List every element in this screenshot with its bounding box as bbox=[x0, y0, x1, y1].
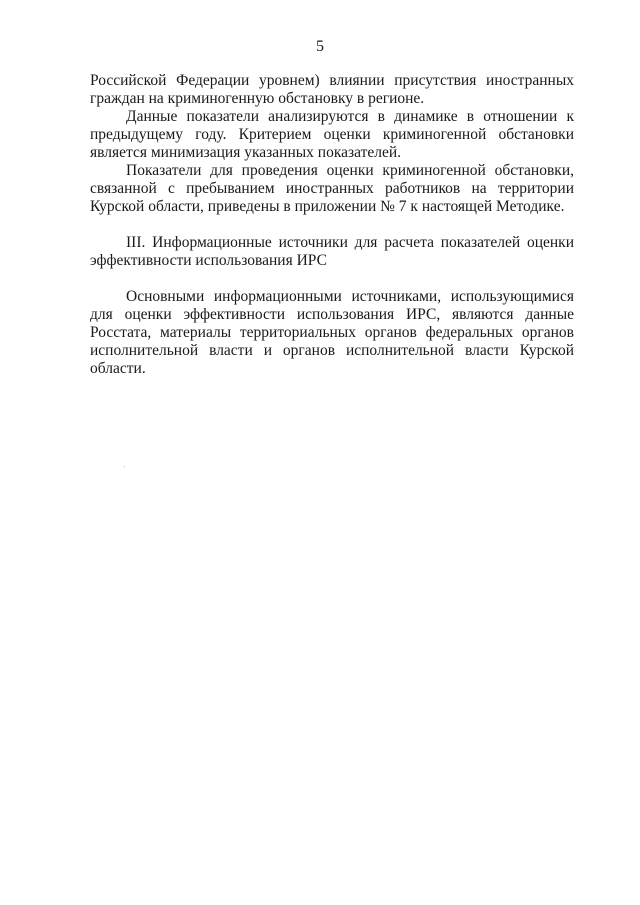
section-body-block bbox=[90, 288, 574, 378]
intro-text-block bbox=[90, 72, 574, 216]
paragraph-indicators: Показатели для проведения оценки криминогенной обстановки, связанной с пребыванием иностранных работников на территории Курской области, приведены в приложении № 7 к настоящей Методике. bbox=[90, 162, 574, 215]
section-heading: III. Информационные источники для расчета показателей оценки эффективности использования ИРС bbox=[90, 234, 574, 269]
paragraph-continuation: Российской Федерации уровнем) влиянии присутствия иностранных граждан на криминогенную обстановку в регионе. bbox=[90, 72, 574, 107]
paragraph-dynamics: Данные показатели анализируются в динамике в отношении к предыдущему году. Критерием оценки криминогенной обстановки является минимизация указанных показателей. bbox=[90, 108, 574, 161]
section-body-paragraph: Основными информационными источниками, использующимися для оценки эффективности использования ИРС, являются данные Росстата, материалы территориальных органов федеральных органов исполнительной власти и органов исполнительной власти Курской области. bbox=[90, 288, 574, 377]
scan-speck bbox=[124, 466, 125, 467]
section-heading-block bbox=[90, 234, 574, 270]
page-number: 5 bbox=[316, 38, 324, 55]
